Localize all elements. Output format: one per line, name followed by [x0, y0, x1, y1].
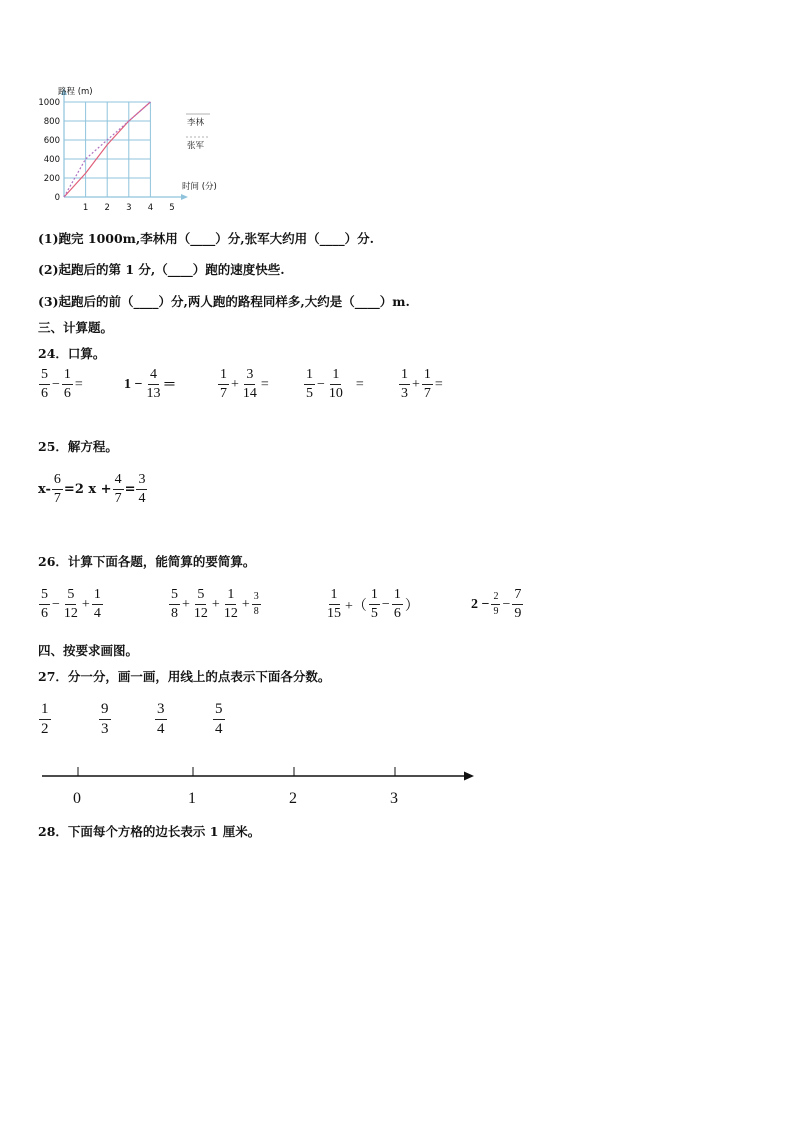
- question-chart-1: (1)跑完 1000m,李林用（____）分,张军大约用（____）分.: [38, 231, 374, 246]
- fraction: $\frac{1}{4}$: [93, 587, 101, 621]
- fraction: $\frac{4}{13}$: [146, 367, 161, 401]
- chart-axes: [61, 88, 188, 200]
- y-axis-label: 路程 (m): [58, 87, 93, 97]
- mental-calc-3: 1 7 + $\frac{3}{14}$ =: [220, 367, 269, 401]
- expression-1: 5 6 − $\frac{5}{12}$ + $\frac{1}{4}$: [41, 587, 101, 621]
- mental-calc-4: 1 5 − $\frac{1}{10}$ =: [306, 367, 364, 401]
- fraction: $\frac{3}{8}$: [253, 591, 259, 617]
- number-line-label-1: 1: [188, 790, 196, 807]
- mental-calc-2: 1 − $\frac{4}{13}$ ═: [124, 367, 175, 401]
- y-tick-label: 200: [43, 174, 60, 184]
- fraction: 1 5: [370, 587, 378, 621]
- x-tick-label: 1: [82, 203, 89, 213]
- fraction: 5 6: [41, 367, 48, 401]
- legend-label-1: 李林: [187, 118, 205, 128]
- x-tick-label: 2: [104, 203, 110, 213]
- y-tick-label: 800: [43, 117, 60, 127]
- number-line: [40, 762, 480, 786]
- fraction: 5 6: [41, 587, 48, 621]
- fraction: 1 3: [401, 367, 408, 401]
- y-tick-label: 1000: [38, 98, 60, 108]
- x-tick-label: 3: [126, 203, 132, 213]
- number-line-label-2: 2: [289, 790, 297, 807]
- arrow-head-icon: [464, 772, 474, 781]
- fraction-to-plot-3: 3 4: [157, 701, 165, 737]
- fraction: $\frac{5}{12}$: [193, 587, 208, 621]
- y-tick-label: 600: [43, 136, 60, 146]
- distance-time-chart: [30, 80, 230, 215]
- x-axis-arrow-icon: [181, 194, 188, 200]
- fraction: $\frac{5}{12}$: [63, 587, 78, 621]
- mental-calc-1: 5 6 − $\frac{1}{6}$ =: [41, 367, 83, 401]
- fraction: $\frac{4}{7}$: [114, 472, 122, 506]
- y-tick-label: 400: [43, 155, 60, 165]
- equation: x- $\frac{6}{7}$ =2 x + $\frac{4}{7}$ = $\frac{3}{4}$: [38, 472, 146, 506]
- question-26-title: 26．计算下面各题，能简算的要简算。: [38, 554, 256, 569]
- question-24-title: 24．口算。: [38, 346, 106, 361]
- fraction-to-plot-4: 5 4: [215, 701, 223, 737]
- fraction: $\frac{3}{4}$: [138, 472, 146, 506]
- number-line-label-0: 0: [73, 790, 81, 807]
- section-heading-4: 四、按要求画图。: [38, 643, 139, 658]
- expression-2: 5 8 + $\frac{5}{12}$ + $\frac{1}{12}$ + $\frac{3}{8}$: [171, 587, 259, 621]
- question-27-title: 27．分一分，画一画，用线上的点表示下面各分数。: [38, 669, 331, 684]
- x-tick-label: 4: [147, 203, 154, 213]
- fraction-to-plot-2: 9 3: [101, 701, 109, 737]
- x-axis-label: 时间 (分): [182, 182, 217, 192]
- fraction: $\frac{1}{7}$: [423, 367, 431, 401]
- fraction: $\frac{7}{9}$: [514, 587, 522, 621]
- question-28-title: 28．下面每个方格的边长表示 1 厘米。: [38, 824, 261, 839]
- y-tick-label: 0: [54, 193, 60, 203]
- fraction: $\frac{1}{6}$: [63, 367, 71, 401]
- fraction: 1 15: [327, 587, 341, 621]
- fraction: 1 7: [220, 367, 227, 401]
- number-line-label-3: 3: [390, 790, 398, 807]
- x-tick-label: 5: [169, 203, 175, 213]
- fraction: $\frac{1}{12}$: [223, 587, 238, 621]
- question-25-title: 25．解方程。: [38, 439, 118, 454]
- fraction: $\frac{2}{9}$: [493, 591, 499, 617]
- legend-label-2: 张军: [187, 141, 205, 151]
- fraction-to-plot-1: 1 2: [41, 701, 49, 737]
- question-chart-2: (2)起跑后的第 1 分,（____）跑的速度快些.: [38, 262, 285, 277]
- fraction: $\frac{6}{7}$: [53, 472, 61, 506]
- expression-4: 2 − $\frac{2}{9}$ − $\frac{7}{9}$: [471, 587, 522, 621]
- mental-calc-5: 1 3 + $\frac{1}{7}$ =: [401, 367, 443, 401]
- question-chart-3: (3)起跑后的前（____）分,两人跑的路程同样多,大约是（____）m.: [38, 294, 410, 309]
- expression-3: 1 15 +（ 1 5 − $\frac{1}{6}$ ）: [327, 587, 419, 621]
- fraction: 1 5: [306, 367, 313, 401]
- section-heading-3: 三、计算题。: [38, 320, 114, 335]
- fraction: 5 8: [171, 587, 178, 621]
- fraction: $\frac{1}{10}$: [328, 367, 343, 401]
- chart-labels: [38, 86, 216, 213]
- fraction: $\frac{1}{6}$: [393, 587, 401, 621]
- fraction: $\frac{3}{14}$: [242, 367, 257, 401]
